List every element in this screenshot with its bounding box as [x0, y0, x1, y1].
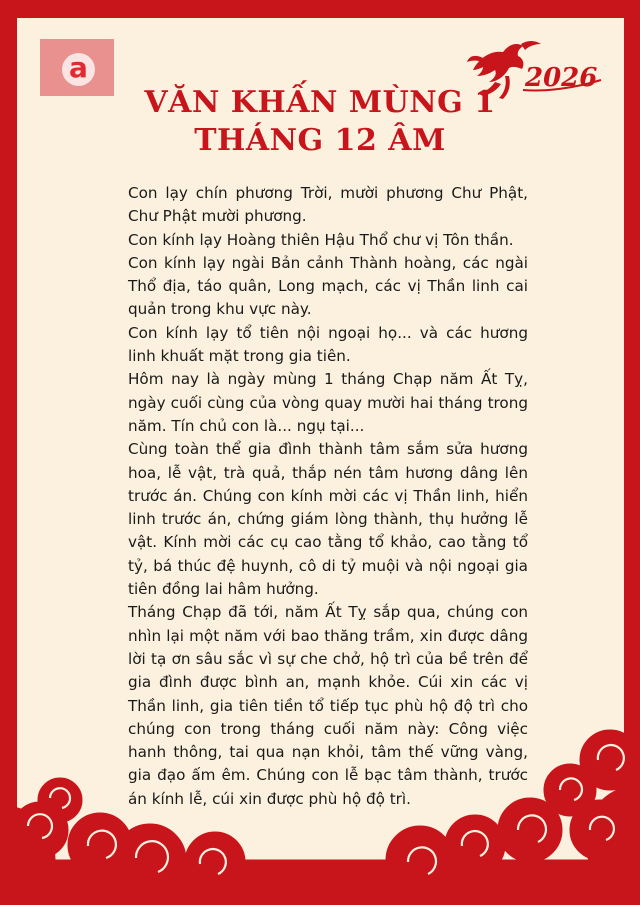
- paragraph: Tháng Chạp đã tới, năm Ất Tỵ sắp qua, chúng con nhìn lại một năm với bao thăng trầm, xin được dâng lời tạ ơn sâu sắc vì sự che chở, hộ trì của bề trên để gia đình được bình an, mạnh khỏe. Cúi xin các vị Thần linh, gia tiên tiền tổ tiếp tục phù hộ độ trì cho chúng con trong tháng cuối năm này: Công việc hanh thông, tai qua nạn khỏi, tâm thế vững vàng, gia đạo ấm êm. Chúng con lễ bạc tâm thành, trước án kính lễ, cúi xin được phù hộ độ trì.: [128, 603, 528, 808]
- page-title-line1: VĂN KHẤN MÙNG 1: [144, 85, 496, 120]
- paragraph: Cùng toàn thể gia đình thành tâm sắm sửa hương hoa, lễ vật, trà quả, thắp nén tâm hương dâng lên trước án. Chúng con kính mời các vị Thần linh, hiển linh trước án, chứng giám lòng thành, thụ hưởng lễ vật. Kính mời các cụ cao tằng tổ khảo, cao tằng tổ tỷ, bá thúc đệ huynh, cô di tỷ muội và nội ngoại gia tiên đồng lai hâm hưởng.: [128, 440, 528, 599]
- prayer-text: [128, 182, 528, 811]
- brand-logo-letter: a: [69, 50, 88, 84]
- year-badge-text: 2026: [525, 63, 598, 93]
- paragraph: Con lạy chín phương Trời, mười phương Chư Phật, Chư Phật mười phương.: [128, 184, 528, 226]
- brand-logo-icon: [62, 50, 95, 86]
- page-title-line2: THÁNG 12 ÂM: [194, 123, 446, 158]
- paragraph: Hôm nay là ngày mùng 1 tháng Chạp năm Ất Tỵ, ngày cuối cùng của vòng quay mười hai tháng trong năm. Tín chủ con là... ngụ tại...: [128, 370, 528, 435]
- paragraph: Con kính lạy Hoàng thiên Hậu Thổ chư vị Tôn thần.: [128, 230, 514, 249]
- paragraph: Con kính lạy tổ tiên nội ngoại họ... và các hương linh khuất mặt trong gia tiên.: [128, 323, 528, 366]
- paragraph: Con kính lạy ngài Bản cảnh Thành hoàng, các ngài Thổ địa, táo quân, Long mạch, các vị Thần linh cai quản trong khu vực này.: [128, 253, 528, 319]
